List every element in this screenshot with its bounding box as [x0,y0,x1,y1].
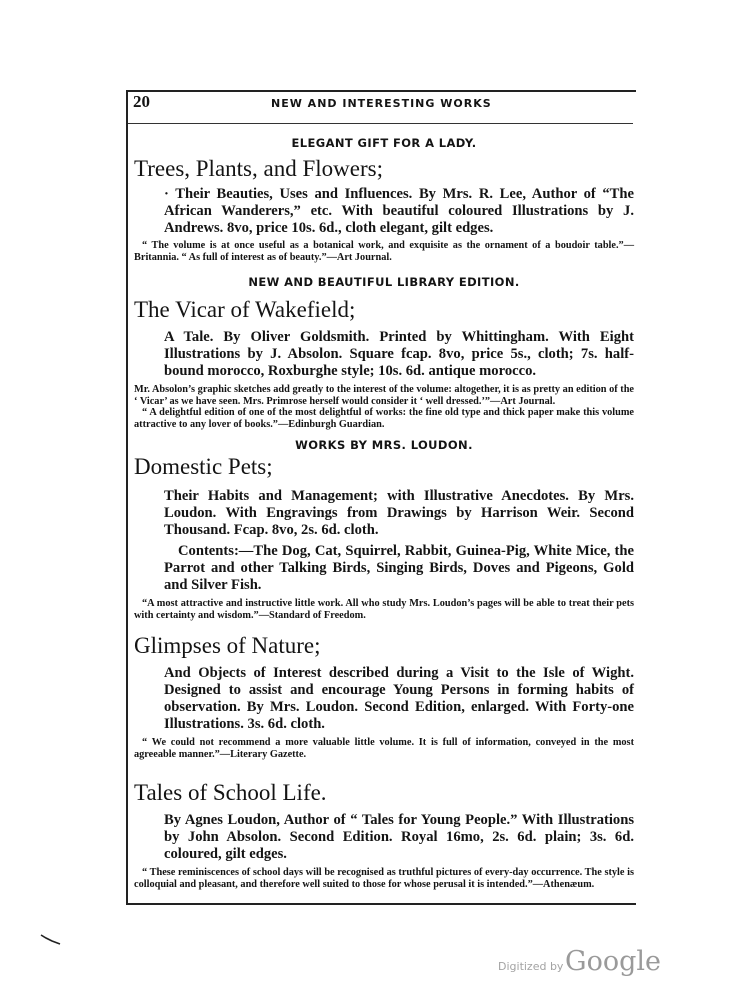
digitized-by-google-watermark [498,946,718,986]
section-heading-library: NEW AND BEAUTIFUL LIBRARY EDITION. [248,275,520,289]
page-content [134,130,634,890]
entry-review-glimpses: “ We could not recommend a more valuable little volume. It is full of information, conveyed in the most agreeable manner.”—Literary Gazette. [134,737,634,760]
entry-contents-pets: Contents:—The Dog, Cat, Squirrel, Rabbit, Guinea-Pig, White Mice, the Parrot and other Talking Birds, Singing Birds, Doves and Pigeons, Gold and Silver Fish. [164,543,634,593]
running-head: NEW AND INTERESTING WORKS [271,97,492,110]
entry-review-pets: “A most attractive and instructive little work. All who study Mrs. Loudon’s pages will be able to treat their pets with certainty and wisdom.”—Standard of Freedom. [134,598,634,621]
entry-review-vicar-1: Mr. Absolon’s graphic sketches add greatly to the interest of the volume: altogether, it is as pretty an edition of the ‘ Vicar’ as we have seen. Mrs. Primrose herself would consider it ‘ well dressed.’”—Art Journal. [134,384,634,407]
watermark-brand: Google [565,946,661,977]
header-rule [128,123,633,124]
entry-description-vicar: A Tale. By Oliver Goldsmith. Printed by Whittingham. With Eight Illustrations by J. Absolon. Square fcap. 8vo, price 5s., cloth; 7s. half-bound morocco, Roxburghe style; 10s. 6d. antique morocco. [164,329,634,379]
entry-title-school: Tales of School Life. [134,780,327,805]
entry-title-glimpses: Glimpses of Nature; [134,633,321,658]
entry-title-vicar: The Vicar of Wakefield; [134,297,356,322]
entry-title-trees: Trees, Plants, and Flowers; [134,156,383,181]
entry-review-vicar-2: “ A delightful edition of one of the most delightful of works: the fine old type and thick paper make this volume attractive to any lover of books.”—Edinburgh Guardian. [134,407,634,430]
page-header [131,92,631,120]
entry-description-school: By Agnes Loudon, Author of “ Tales for Young People.” With Illustrations by John Absolon. Second Edition. Royal 16mo, 2s. 6d. plain; 3s. 6d. coloured, gilt edges. [164,812,634,862]
entry-description-pets: Their Habits and Management; with Illustrative Anecdotes. By Mrs. Loudon. With Engravings from Drawings by Harrison Weir. Second Thousand. Fcap. 8vo, 2s. 6d. cloth. [164,488,634,538]
entry-description-glimpses: And Objects of Interest described during a Visit to the Isle of Wight. Designed to assist and encourage Young Persons in forming habits of observation. By Mrs. Loudon. Second Edition, enlarged. With Forty-one Illustrations. 3s. 6d. cloth. [164,665,634,732]
page-number: 20 [133,92,150,111]
ink-speck-mark [40,933,62,945]
section-heading-loudon: WORKS BY MRS. LOUDON. [295,438,473,452]
entry-review-school: “ These reminiscences of school days will be recognised as truthful pictures of every-day occurrence. The style is colloquial and pleasant, and therefore well suited to those for whose perusal it is intended.”—Athenæum. [134,867,634,890]
watermark-prefix: Digitized by [498,960,564,973]
entry-title-pets: Domestic Pets; [134,454,273,479]
entry-review-trees: “ The volume is at once useful as a botanical work, and exquisite as the ornament of a boudoir table.”—Britannia. “ As full of interest as of beauty.”—Art Journal. [134,240,634,263]
section-heading-gift: ELEGANT GIFT FOR A LADY. [291,136,477,150]
page-frame-bottom-rule [126,903,636,905]
page-frame-left-rule [126,90,128,905]
entry-description-trees: · Their Beauties, Uses and Influences. By Mrs. R. Lee, Author of “The African Wanderers,” etc. With beautiful coloured Illustrations by J. Andrews. 8vo, price 10s. 6d., cloth elegant, gilt edges. [164,186,634,236]
